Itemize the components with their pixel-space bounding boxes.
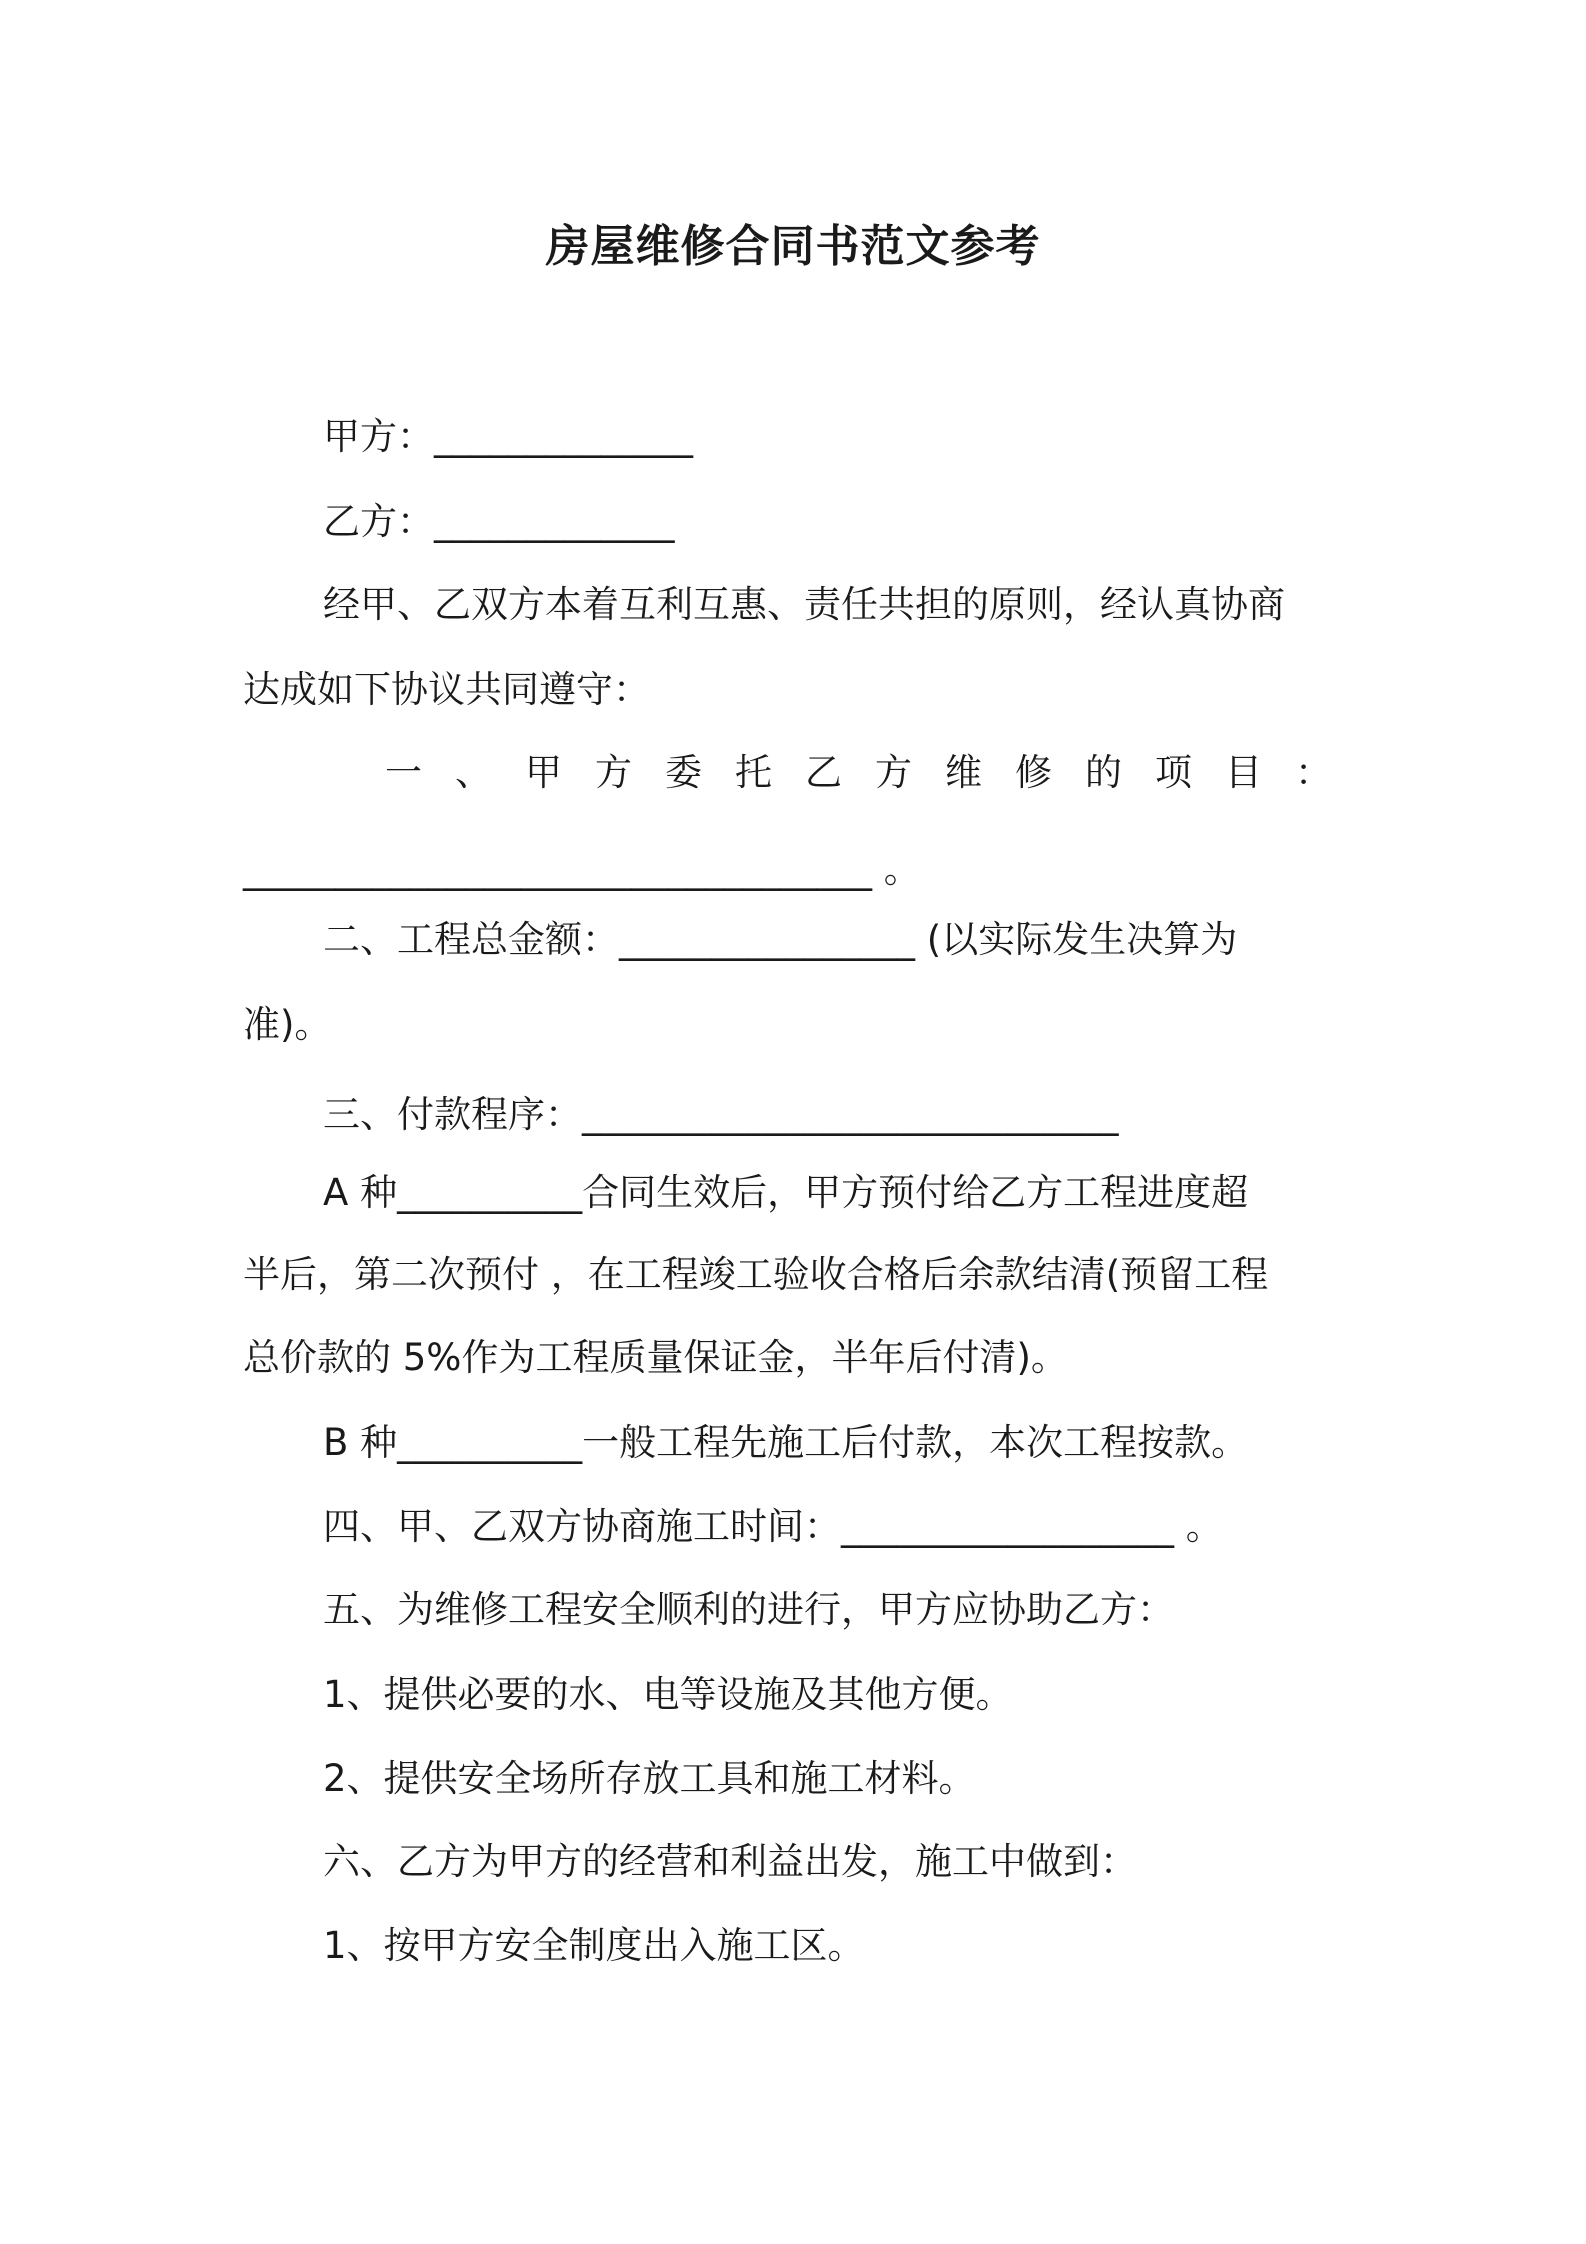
clause-5-heading: 五、为维修工程安全顺利的进行，甲方应协助乙方： <box>323 1588 1174 1631</box>
document-title: 房屋维修合同书范文参考 <box>545 221 1041 272</box>
clause-6-item-1: 1、按甲方安全制度出入施工区。 <box>323 1924 865 1967</box>
clause-1-heading: 一、甲方委托乙方维修的项目： <box>385 751 1365 794</box>
clause-1-blank: __________________________________ 。 <box>243 848 921 891</box>
clause-5-item-1: 1、提供必要的水、电等设施及其他方便。 <box>323 1673 1013 1716</box>
preamble-line-2: 达成如下协议共同遵守： <box>243 668 650 711</box>
payment-a-line-1: A 种__________合同生效后，甲方预付给乙方工程进度超 <box>323 1171 1249 1214</box>
party-a-line: 甲方：______________ <box>323 415 693 458</box>
clause-2-line-1: 二、工程总金额：________________ (以实际发生决算为 <box>323 918 1238 961</box>
clause-5-item-2: 2、提供安全场所存放工具和施工材料。 <box>323 1757 976 1800</box>
clause-4-line: 四、甲、乙双方协商施工时间：__________________ 。 <box>323 1505 1223 1548</box>
payment-b-line: B 种__________一般工程先施工后付款，本次工程按款。 <box>323 1421 1249 1464</box>
clause-3-heading: 三、付款程序：_____________________________ <box>323 1093 1119 1136</box>
clause-2-line-2: 准)。 <box>243 1003 332 1046</box>
preamble-line-1: 经甲、乙双方本着互利互惠、责任共担的原则，经认真协商 <box>323 583 1285 626</box>
payment-a-line-3: 总价款的 5%作为工程质量保证金，半年后付清)。 <box>243 1336 1068 1379</box>
party-b-line: 乙方：_____________ <box>323 500 675 543</box>
clause-6-heading: 六、乙方为甲方的经营和利益出发，施工中做到： <box>323 1840 1137 1883</box>
payment-a-line-2: 半后，第二次预付 ，在工程竣工验收合格后余款结清(预留工程 <box>243 1253 1269 1296</box>
